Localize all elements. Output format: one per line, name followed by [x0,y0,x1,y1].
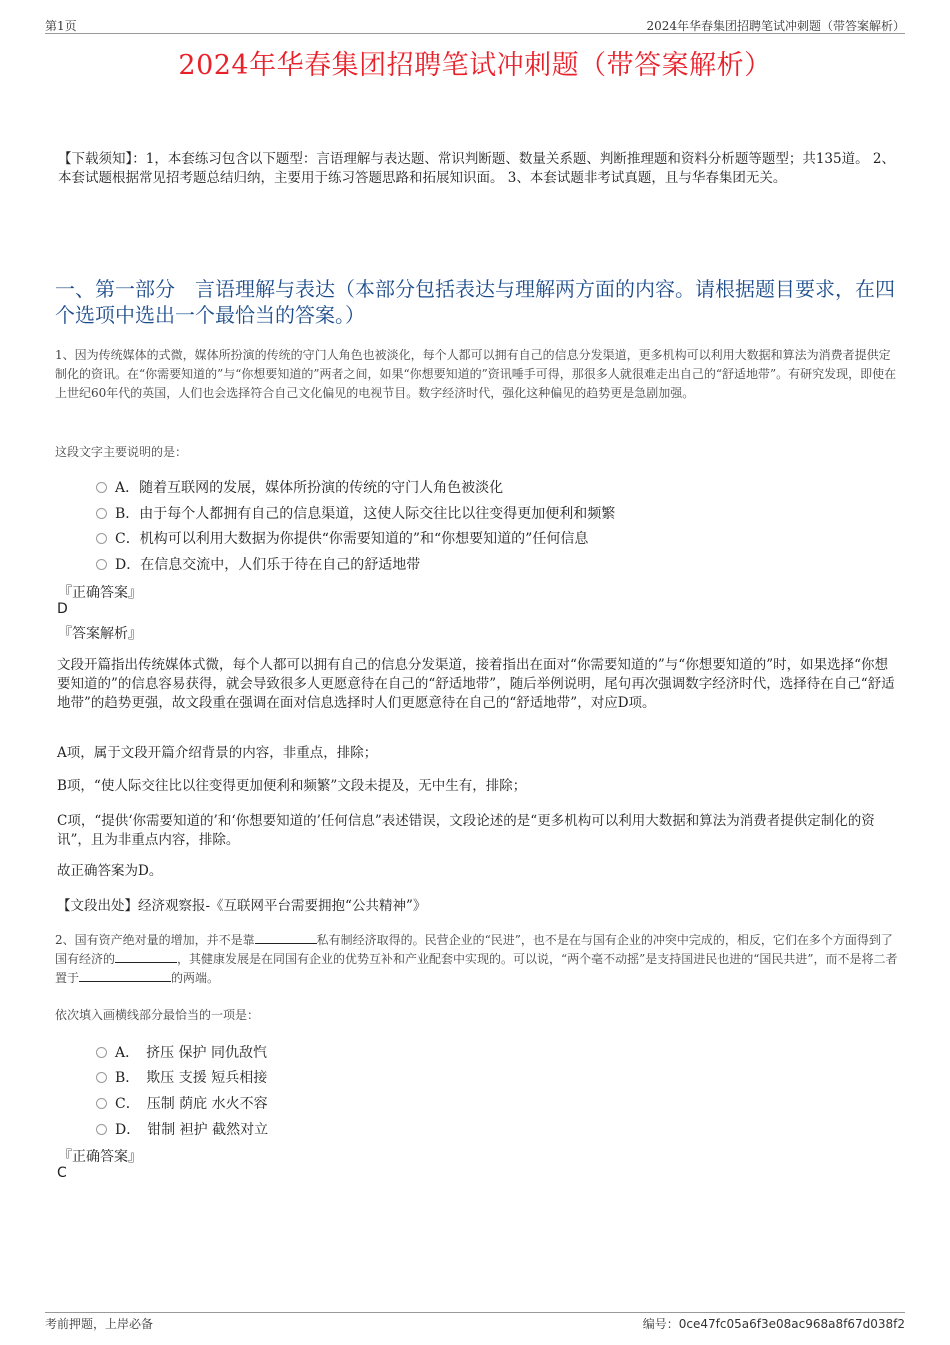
header-divider [45,33,905,34]
q1-option-c[interactable]: C．机构可以利用大数据为你提供“你需要知道的”和“你想要知道的”任何信息 [96,528,588,548]
q2-answer-label: 『正确答案』 [58,1149,142,1165]
q1-stem: 1、因为传统媒体的式微，媒体所扮演的传统的守门人角色也被淡化，每个人都可以拥有自己的信息分发渠道，更多机构可以利用大数据和算法为消费者提供定制化的资讯。在“你需要知道的”与“你想要知道的”两者之间，如果“你想要知道的”资讯唾手可得，那很多人就很难走出自己的“舒适地带”。有研究发现，即使在上世纪60年代的英国，人们也会选择符合自己文化偏见的电视节目。数字经济时代，强化这种偏见的趋势更是急剧加强。 [55,348,897,400]
q1-analysis-label: 『答案解析』 [58,626,142,642]
radio-icon[interactable] [96,482,107,493]
q1-analysis-main: 文段开篇指出传统媒体式微，每个人都可以拥有自己的信息分发渠道，接着指出在面对“你需要知道的”与“你想要知道的”时，如果选择“你想要知道的”的信息容易获得，就会导致很多人更愿意待在自己的“舒适地带”，随后举例说明，尾句再次强调数字经济时代，选择待在自己“舒适地带”的趋势更强，故文段重在强调在面对信息选择时人们更愿意待在自己的“舒适地带”，对应D项。 [57,657,895,711]
q1-source: 【文段出处】经济观察报-《互联网平台需要拥抱“公共精神”》 [57,898,427,914]
document-title: 2024年华春集团招聘笔试冲刺题（带答案解析） [178,50,772,81]
q1-analysis-b: B项，“使人际交往比以往变得更加便利和频繁”文段未提及，无中生有，排除； [57,778,527,794]
q1-prompt: 这段文字主要说明的是： [55,445,188,459]
q1-option-b[interactable]: B．由于每个人都拥有自己的信息渠道，这使人际交往比以往变得更加便利和频繁 [96,503,615,523]
footer-divider [45,1312,905,1313]
q1-option-a[interactable]: A．随着互联网的发展，媒体所扮演的传统的守门人角色被淡化 [96,477,503,497]
radio-icon[interactable] [96,559,107,570]
q2-prompt: 依次填入画横线部分最恰当的一项是： [55,1008,260,1022]
q1-analysis-a: A项，属于文段开篇介绍背景的内容，非重点，排除； [57,745,378,761]
radio-icon[interactable] [96,1047,107,1058]
download-notice: 【下载须知】：1，本套练习包含以下题型：言语理解与表达题、常识判断题、数量关系题、判断推理题和资料分析题等题型；共135道。 2、本套试题根据常见招考题总结归纳，主要用于练习答题思路和拓展知识面。 3、本套试题非考试真题，且与华春集团无关。 [58,151,895,186]
section-heading: 一、第一部分 言语理解与表达（本部分包括表达与理解两方面的内容。请根据题目要求，在四个选项中选出一个最恰当的答案。） [55,277,895,327]
q1-conclusion: 故正确答案为D。 [57,863,163,879]
q1-option-d[interactable]: D．在信息交流中，人们乐于待在自己的舒适地带 [96,554,420,574]
blank-1 [255,931,317,944]
q2-answer-value: C [57,1165,67,1181]
radio-icon[interactable] [96,1098,107,1109]
radio-icon[interactable] [96,1072,107,1083]
radio-icon[interactable] [96,1124,107,1135]
footer-document-id: 编号：0ce47fc05a6f3e08ac968a8f67d038f2 [642,1317,905,1331]
q2-option-c[interactable]: C． 压制 荫庇 水火不容 [96,1093,268,1113]
blank-3 [79,969,171,982]
radio-icon[interactable] [96,508,107,519]
q2-option-a[interactable]: A． 挤压 保护 同仇敌忾 [96,1042,267,1062]
radio-icon[interactable] [96,533,107,544]
blank-2 [115,950,177,963]
q2-stem: 2、国有资产绝对量的增加，并不是靠 私有制经济取得的。民营企业的“民进”，也不是在与国有企业的冲突中完成的，相反，它们在多个方面得到了国有经济的 ，其健康发展是在同国有企业的优势互补和产业配套中实现的。可以说，“两个毫不动摇”是支持国进民也进的“国民共进”，而不是将二者置于 的两端。 [55,933,898,985]
q1-answer-label: 『正确答案』 [58,585,142,601]
q2-option-d[interactable]: D． 钳制 袒护 截然对立 [96,1119,268,1139]
q1-analysis-c: C项，“提供‘你需要知道的’和‘你想要知道的’任何信息”表述错误，文段论述的是“更多机构可以利用大数据和算法为消费者提供定制化的资讯”，且为非重点内容，排除。 [57,813,875,848]
q2-option-b[interactable]: B． 欺压 支援 短兵相接 [96,1067,267,1087]
q1-answer-value: D [57,601,68,617]
page-number: 第1页 [45,19,77,33]
footer-slogan: 考前押题，上岸必备 [45,1317,154,1331]
running-title: 2024年华春集团招聘笔试冲刺题（带答案解析） [646,19,905,33]
